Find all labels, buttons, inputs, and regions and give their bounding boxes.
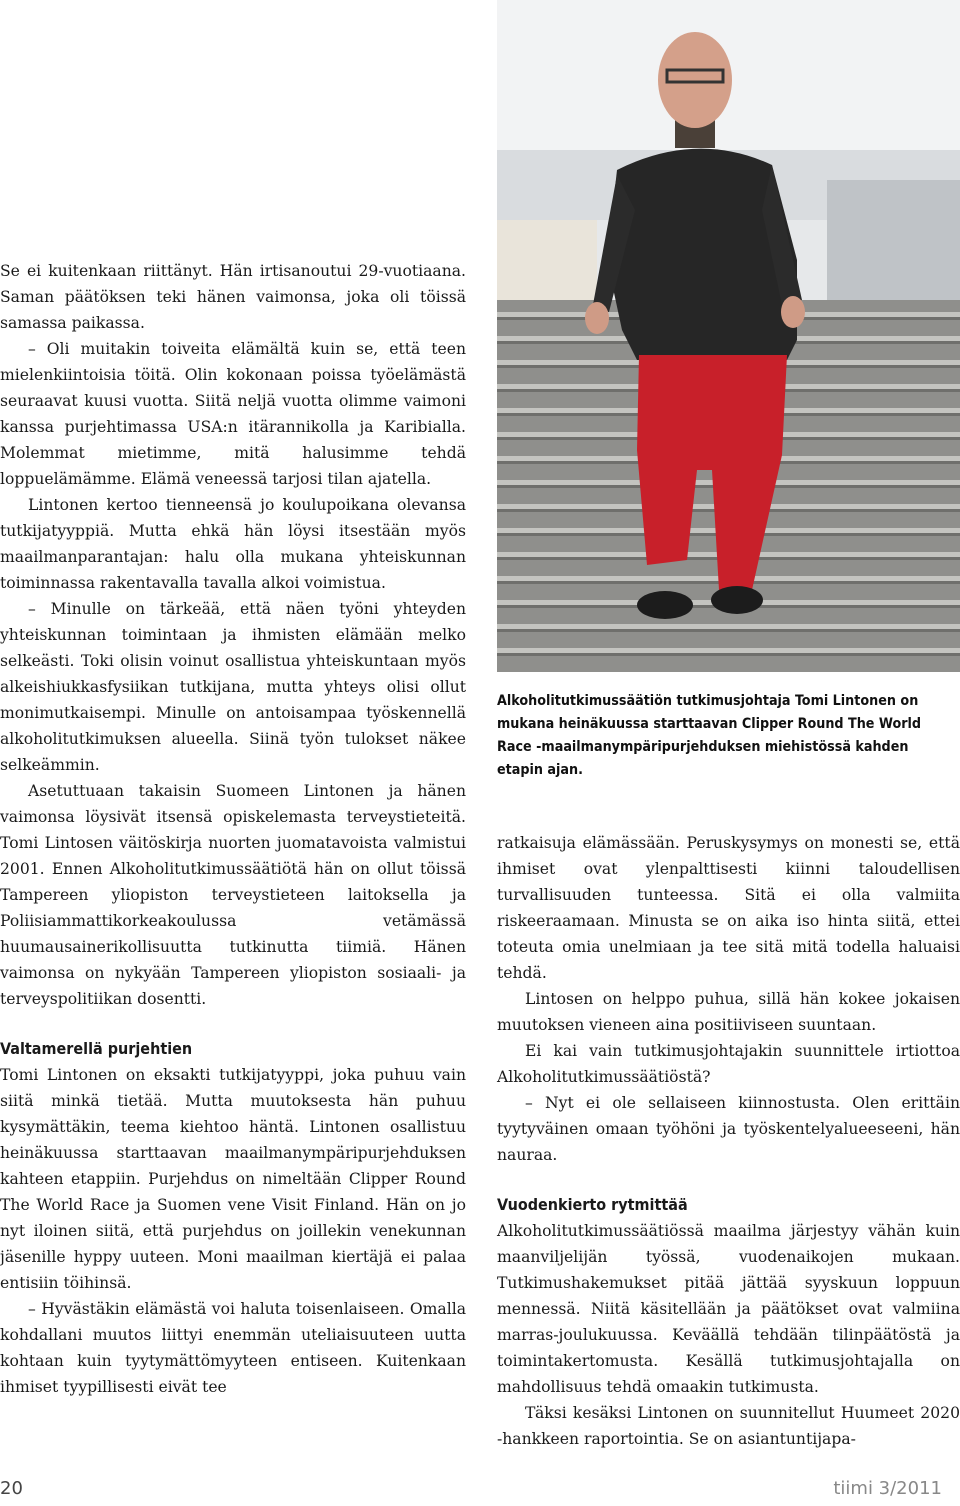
paragraph: Se ei kuitenkaan riittänyt. Hän irtisanoutui 29-vuotiaana. Saman päätöksen teki hänen vaimonsa, joka oli töissä samassa paikassa.	[0, 262, 466, 332]
paragraph: Asetuttuaan takaisin Suomeen Lintonen ja hänen vaimonsa löysivät itsensä opiskelemasta terveystieteitä. Tomi Lintosen väitöskirja nuorten juomatavoista valmistui 2001. Ennen Alkoholitutkimussäätiötä hän on ollut töissä Tampereen yliopiston terveystieteen laitoksella ja Poliisiammattikorkeakoulussa vetämässä huumausainerikollisuutta tutkinutta tiimiä. Hänen vaimonsa on nykyään Tampereen yliopiston sosiaali- ja terveyspolitiikan dosentti.	[0, 782, 466, 1008]
paragraph: – Nyt ei ole sellaiseen kiinnostusta. Olen erittäin tyytyväinen omaan työhöni ja työskentelyalueeseeni, hän nauraa.	[497, 1094, 960, 1164]
paragraph: ratkaisuja elämässään. Peruskysymys on monesti se, että ihmiset ovat ylenpalttisesti kiinni taloudellisen turvallisuuden tunteessa. Sitä ei olla valmiita riskeeraamaan. Minusta se on aika iso hinta siitä, ettei toteuta omia unelmiaan ja tee sitä mitä todella haluaisi tehdä.	[497, 834, 960, 982]
paragraph: Alkoholitutkimussäätiössä maailma järjestyy vähän kuin maanviljelijän työssä, vuodenaikojen mukaan. Tutkimushakemukset pitää jättää syyskuun loppuun mennessä. Niitä käsitellään ja päätökset ovat valmiina marras-joulukuussa. Keväällä tehdään tilinpäätöstä ja toimintakertomusta. Kesällä tutkimusjohtajalla on mahdollisuus tehdä omaakin tutkimusta.	[497, 1222, 960, 1396]
paragraph: – Hyvästäkin elämästä voi haluta toisenlaiseen. Omalla kohdallani muutos liittyi enemmän uteliaisuuteen uutta kohtaan kuin tyytymättömyyteen entiseen. Kuitenkaan ihmiset tyypillisesti eivät tee	[0, 1300, 466, 1396]
paragraph: Tomi Lintonen on eksakti tutkijatyyppi, joka puhuu vain siitä minkä tietää. Mutta muutoksesta hän puhuu kysymättäkin, teema kiehtoo häntä. Lintonen osallistuu heinäkuussa starttaavan maailmanympäripurjehduksen kahteen etappiin. Purjehdus on nimeltään Clipper Round The World Race ja Suomen vene Visit Finland. Hän on jo nyt iloinen siitä, että purjehdus on joillekin venekunnan jäsenille hyppy uuteen. Moni maailman kiertäjä ei palaa entisiin töihinsä.	[0, 1066, 466, 1292]
photo-caption: Alkoholitutkimussäätiön tutkimusjohtaja Tomi Lintonen on mukana heinäkuussa starttaavan Clipper Round The World Race -maailmanympäripurjehduksen miehistössä kahden etapin ajan.	[497, 693, 922, 778]
paragraph: Ei kai vain tutkimusjohtajakin suunnittele irtiottoa Alkoholitutkimussäätiöstä?	[497, 1042, 960, 1086]
paragraph: Lintonen kertoo tienneensä jo koulupoikana olevansa tutkijatyyppiä. Mutta ehkä hän löysi itsestään myös maailmanparantajan: halu olla mukana yhteiskunnan toiminnassa rakentavalla tavalla alkoi voimistua.	[0, 496, 466, 592]
paragraph: – Minulle on tärkeää, että näen työni yhteyden yhteiskunnan toimintaan ja ihmisten elämään melko selkeästi. Toki olisin voinut osallistua yhteiskuntaan myös alkeishiukkasfysiikan tutkijana, mutta yhteys olisi ollut monimutkaisempi. Minulle on antoisampaa työskennellä alkoholitutkimuksen alueella. Siinä työn tulokset näkee selkeämmin.	[0, 600, 466, 774]
paragraph: – Oli muitakin toiveita elämältä kuin se, että teen mielenkiintoisia töitä. Olin kokonaan poissa työelämästä seuraavat kuusi vuotta. Siitä neljä vuotta olimme vaimoni kanssa purjehtimassa USA:n itärannikolla ja Karibialla. Molemmat mietimme, mitä halusimme tehdä loppuelämämme. Elämä veneessä tarjosi tilan ajatella.	[0, 340, 466, 488]
paragraph: Lintosen on helppo puhua, sillä hän kokee jokaisen muutoksen vieneen aina positiiviseen suuntaan.	[497, 990, 960, 1034]
page-number: 20	[0, 1478, 23, 1499]
section-heading: Vuodenkierto rytmittää	[497, 1195, 688, 1214]
portrait-photo	[497, 0, 960, 672]
right-column	[497, 830, 960, 1452]
magazine-issue: tiimi 3/2011	[833, 1478, 942, 1499]
left-column	[0, 258, 466, 1400]
paragraph: Täksi kesäksi Lintonen on suunnitellut Huumeet 2020 -hankkeen raportointia. Se on asiantuntijapa-	[497, 1404, 960, 1448]
section-heading: Valtamerellä purjehtien	[0, 1039, 193, 1058]
